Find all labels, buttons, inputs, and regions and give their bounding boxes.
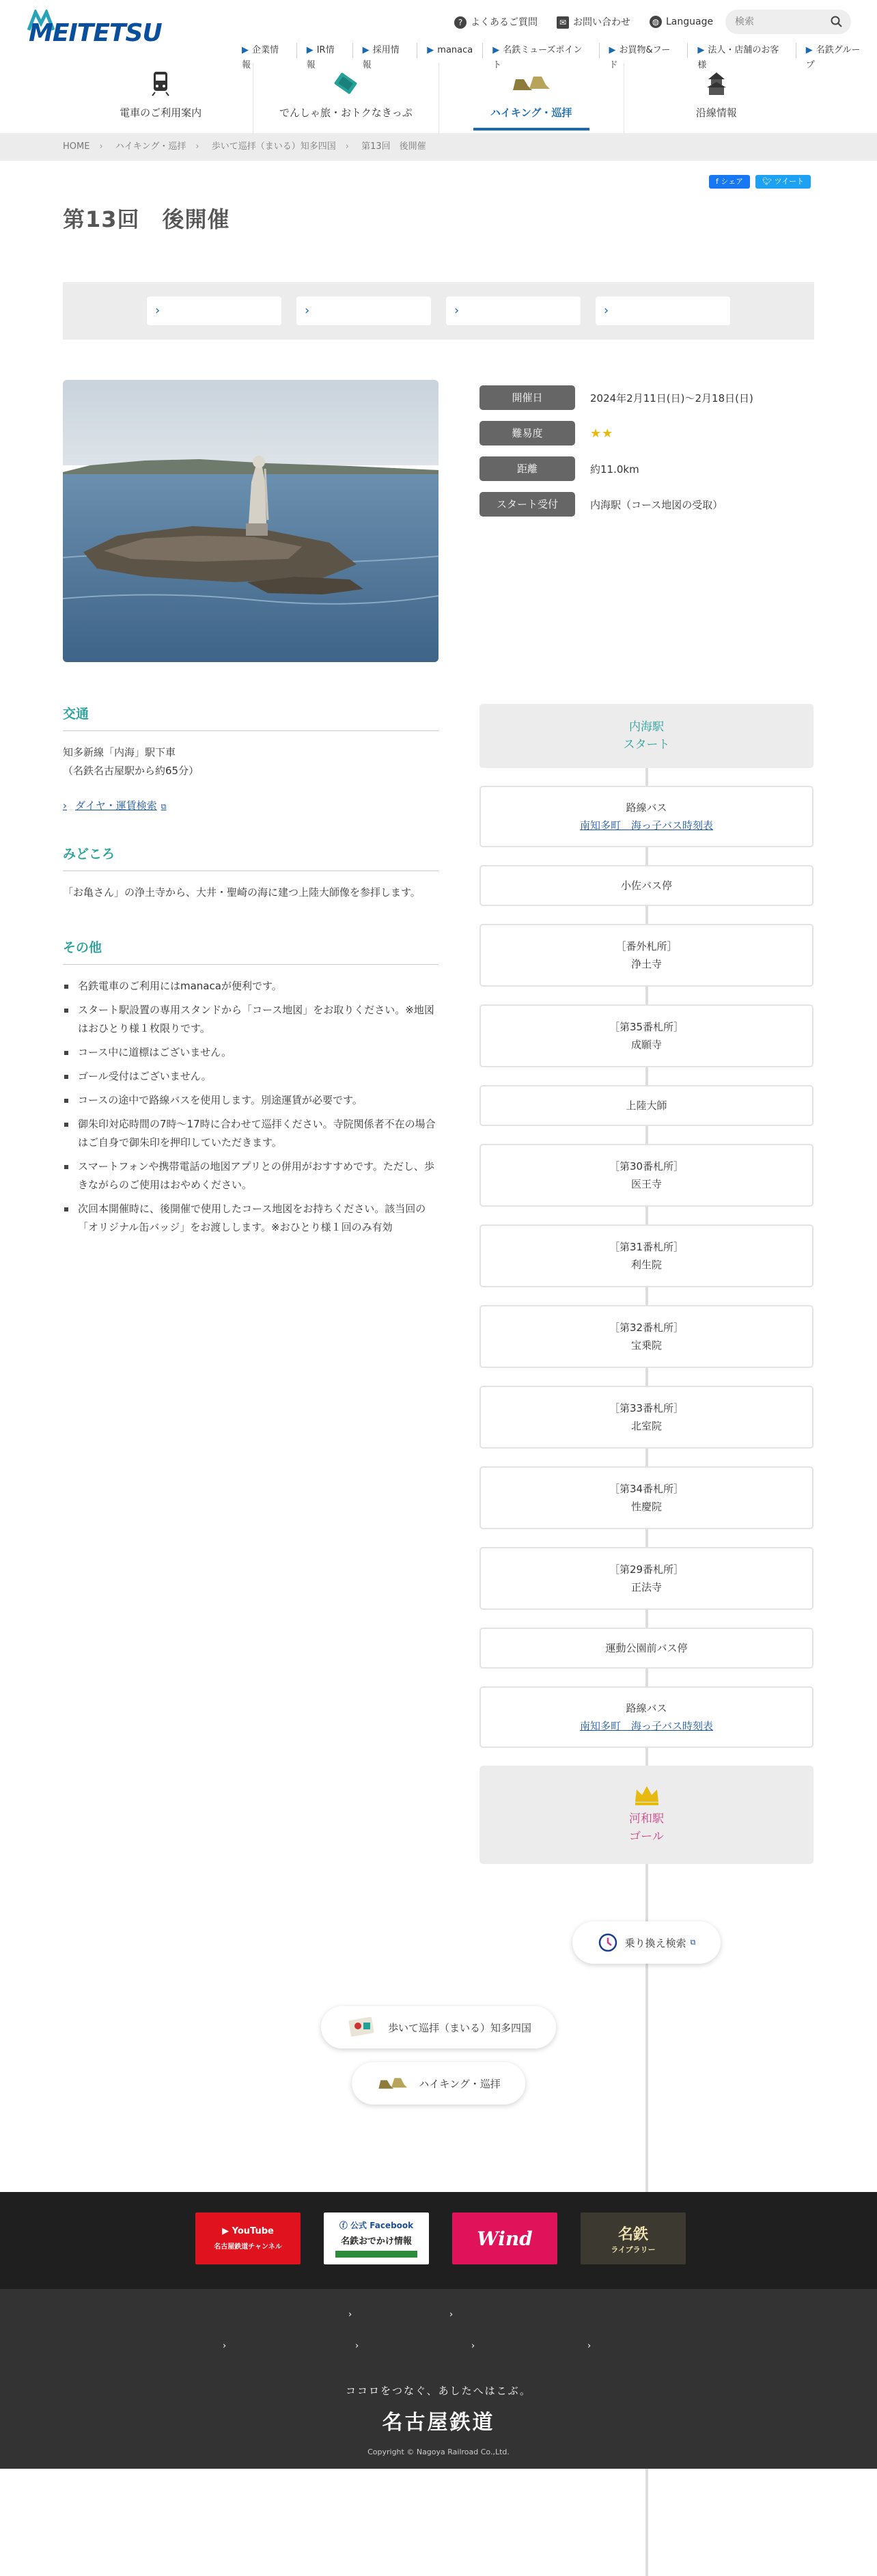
route-stop: 上陸大師 (479, 1085, 813, 1126)
route-stop: ［第32番札所］ 宝乗院 (479, 1305, 813, 1368)
access-line: （名鉄名古屋駅から約65分） (63, 765, 199, 777)
goal-label: ゴール (629, 1830, 664, 1844)
anchor-link-bar (63, 282, 814, 340)
external-link-icon: ⧉ (161, 802, 167, 811)
faq-link[interactable]: ? よくあるご質問 (454, 15, 538, 29)
twitter-share-button[interactable]: 🐦︎ ツイート (755, 175, 811, 189)
highlight-heading: みどころ (63, 844, 439, 871)
breadcrumb (0, 133, 877, 161)
start-station: 内海駅 (629, 720, 664, 734)
course-details (63, 704, 439, 1242)
back-to-hiking-button[interactable]: ハイキング・巡拝 (352, 2062, 525, 2105)
route-stop: ［番外札所］ 浄土寺 (479, 924, 813, 987)
route-stop: ［第33番札所］ 北室院 (479, 1386, 813, 1449)
chevron-right-icon: › (195, 141, 199, 152)
globe-icon: ◍ (650, 16, 662, 28)
info-value: 約11.0km (590, 463, 639, 476)
search-icon[interactable] (831, 16, 843, 28)
breadcrumb-hiking[interactable]: ハイキング・巡拝 (115, 141, 186, 152)
sub-link-corporate[interactable]: ▶ 企業情報 (242, 45, 279, 70)
course-route (479, 704, 813, 1882)
facebook-share-button[interactable]: f シェア (709, 175, 750, 189)
chevron-right-icon: › (345, 141, 349, 152)
shoes-icon (510, 70, 553, 97)
event-info-table (479, 380, 821, 522)
search-input[interactable]: 検索 (725, 10, 851, 34)
footer-link[interactable]: › (223, 2341, 227, 2351)
transfer-search-button[interactable]: 乗り換え検索 ⧉ (572, 1921, 721, 1964)
info-value: 2024年2月11日(日)〜2月18日(日) (590, 392, 753, 405)
facebook-banner[interactable]: ⓕ 公式 Facebook 名鉄おでかけ情報 (324, 2212, 429, 2264)
sub-link-group[interactable]: ▶ 名鉄グループ (796, 43, 877, 58)
difficulty-stars: ★★ (590, 426, 614, 441)
list-item: コースの途中で路線バスを使用します。別途運賃が必要です。 (63, 1091, 439, 1110)
back-to-chita-shikoku-button[interactable]: 歩いて巡拝（まいる）知多四国 (321, 2006, 556, 2049)
footer-link[interactable]: › (471, 2341, 475, 2351)
bus-timetable-link[interactable]: 南知多町 海っ子バス時刻表 (579, 1720, 713, 1732)
mail-icon: ✉ (557, 16, 569, 29)
arrow-icon: ▶ (697, 45, 705, 55)
ticket-icon (332, 70, 359, 97)
utility-links (454, 15, 713, 29)
sub-link-manaca[interactable]: ▶ manaca (417, 43, 482, 58)
route-stop: ［第31番札所］ 利生院 (479, 1224, 813, 1287)
route-stop: ［第34番札所］ 性慶院 (479, 1466, 813, 1529)
library-banner[interactable]: 名鉄 ライブラリー (581, 2212, 686, 2264)
start-label: スタート (623, 738, 670, 752)
info-label: 距離 (479, 456, 575, 481)
list-item: コース中に道標はございません。 (63, 1043, 439, 1062)
castle-icon (703, 70, 730, 97)
page-title: 第13回 後開催 (63, 206, 230, 232)
contact-link[interactable]: ✉ お問い合わせ (557, 15, 630, 29)
route-stop: 小佐バス停 (479, 865, 813, 906)
facebook-icon: ⓕ 公式 Facebook (339, 2221, 414, 2230)
sub-link-business[interactable]: ▶ 法人・店舗のお客様 (687, 43, 795, 58)
route-stop: ［第30番札所］ 医王寺 (479, 1144, 813, 1207)
shoes-icon (376, 2072, 409, 2095)
route-goal (479, 1766, 813, 1864)
statue-on-rocks-image (63, 380, 439, 662)
nav-trip-tickets[interactable]: でんしゃ旅・おトクなきっぷ (253, 63, 438, 133)
copyright: Copyright © Nagoya Railroad Co.,Ltd. (367, 2448, 510, 2456)
arrow-icon: ▶ (805, 45, 813, 55)
timetable-search-link[interactable]: › ダイヤ・運賃検索 ⧉ (63, 799, 167, 812)
bus-timetable-link[interactable]: 南知多町 海っ子バス時刻表 (579, 819, 713, 832)
highlight-text: 「お亀さん」の浄土寺から、大井・聖崎の海に建つ上陸大師像を参拝します。 (63, 886, 421, 899)
breadcrumb-chita-shikoku[interactable]: 歩いて巡拝（まいる）知多四国 (211, 141, 336, 152)
list-item: 名鉄電車のご利用にはmanacaが便利です。 (63, 977, 439, 996)
arrow-icon: ▶ (242, 45, 249, 55)
route-stop: 運動公園前バス停 (479, 1628, 813, 1669)
info-row-start (479, 487, 821, 522)
anchor-link-2[interactable] (296, 297, 431, 325)
info-label: スタート受付 (479, 492, 575, 517)
footer-link[interactable]: › (449, 2310, 454, 2320)
notes-list (63, 977, 439, 1237)
list-item: 御朱印対応時間の7時〜17時に合わせて巡拝ください。寺院関係者不在の場合はご自身で御朱印を押印していただきます。 (63, 1115, 439, 1152)
chevron-right-icon: › (99, 141, 103, 152)
youtube-icon: ▶ YouTube (222, 2226, 274, 2236)
sub-links (232, 43, 877, 70)
train-icon (147, 70, 174, 97)
access-line: 知多新線「内海」駅下車 (63, 746, 176, 758)
sub-link-muse-point[interactable]: ▶ 名鉄ミューズポイント (482, 43, 598, 58)
list-item: ゴール受付はございません。 (63, 1067, 439, 1086)
info-row-date (479, 380, 821, 415)
breadcrumb-current: 第13回 後開催 (361, 141, 426, 152)
anchor-link-3[interactable] (446, 297, 581, 325)
goal-station: 河和駅 (629, 1812, 664, 1826)
youtube-banner[interactable]: ▶ YouTube 名古屋鉄道チャンネル (195, 2212, 301, 2264)
access-heading: 交通 (63, 704, 439, 731)
list-item: 次回本開催時に、後開催で使用したコース地図をお持ちください。該当回の「オリジナル缶バッジ」をお渡しします。※おひとり様１回のみ有効 (63, 1200, 439, 1237)
list-item: スタート駅設置の専用スタンドから「コース地図」をお取りください。※地図はおひとり様１枚限りです。 (63, 1001, 439, 1038)
wind-banner[interactable]: Wind (452, 2212, 557, 2264)
sub-link-ir[interactable]: ▶ IR情報 (296, 43, 352, 58)
crown-icon (633, 1784, 660, 1806)
logo-text: MEITETSU (29, 19, 162, 47)
language-link[interactable]: ◍ Language (650, 16, 713, 28)
external-link-icon: ⧉ (690, 1938, 696, 1947)
meitetsu-logo[interactable] (26, 8, 162, 48)
arrow-icon: ▶ (362, 45, 370, 55)
nav-hiking[interactable]: ハイキング・巡拝 (439, 63, 624, 133)
arrow-icon: ▶ (306, 45, 314, 55)
site-header (0, 0, 877, 133)
share-buttons (709, 175, 811, 189)
arrow-icon: ▶ (427, 45, 434, 55)
sub-link-recruit[interactable]: ▶ 採用情報 (352, 43, 417, 58)
info-label: 難易度 (479, 421, 575, 446)
train-graphic (335, 2251, 417, 2258)
course-photo (63, 380, 439, 662)
tagline: ココロをつなぐ、あしたへはこぶ。 (345, 2385, 531, 2397)
route-start (479, 704, 813, 768)
facebook-icon: f (716, 177, 721, 186)
footer-link[interactable]: › (348, 2310, 352, 2320)
info-label: 開催日 (479, 385, 575, 410)
arrow-icon: ▶ (609, 45, 616, 55)
route-stop: 路線バス 南知多町 海っ子バス時刻表 (479, 1686, 813, 1748)
stamp-card-icon (346, 2016, 378, 2039)
footer-link[interactable]: › (355, 2341, 359, 2351)
question-icon: ? (454, 16, 467, 29)
info-value: 内海駅（コース地図の受取） (590, 498, 723, 511)
breadcrumb-home[interactable]: HOME (63, 141, 90, 152)
main-nav (68, 63, 809, 133)
chevron-right-icon: › (63, 799, 67, 812)
nav-area-info[interactable]: 沿線情報 (624, 63, 809, 133)
sub-link-shopping[interactable]: ▶ お買物&フード (599, 43, 688, 58)
arrow-icon: ▶ (492, 45, 500, 55)
route-stop: 路線バス 南知多町 海っ子バス時刻表 (479, 786, 813, 847)
info-row-distance (479, 451, 821, 487)
twitter-icon: 🐦︎ (762, 177, 775, 186)
nav-train-guide[interactable]: 電車のご利用案内 (68, 63, 253, 133)
list-item: スマートフォンや携帯電話の地図アプリとの併用がおすすめです。ただし、歩きながらのご使用はおやめください。 (63, 1157, 439, 1194)
info-row-difficulty (479, 415, 821, 451)
route-stop: ［第29番札所］ 正法寺 (479, 1547, 813, 1610)
anchor-link-4[interactable] (596, 297, 730, 325)
footer-banners (195, 2212, 686, 2264)
clock-icon (598, 1932, 618, 1953)
footer (0, 2289, 877, 2469)
corporate-name: 名古屋鉄道 (382, 2411, 495, 2435)
route-stop: ［第35番札所］ 成願寺 (479, 1004, 813, 1067)
footer-link[interactable]: › (587, 2341, 591, 2351)
other-heading: その他 (63, 937, 439, 965)
anchor-link-1[interactable] (147, 297, 281, 325)
